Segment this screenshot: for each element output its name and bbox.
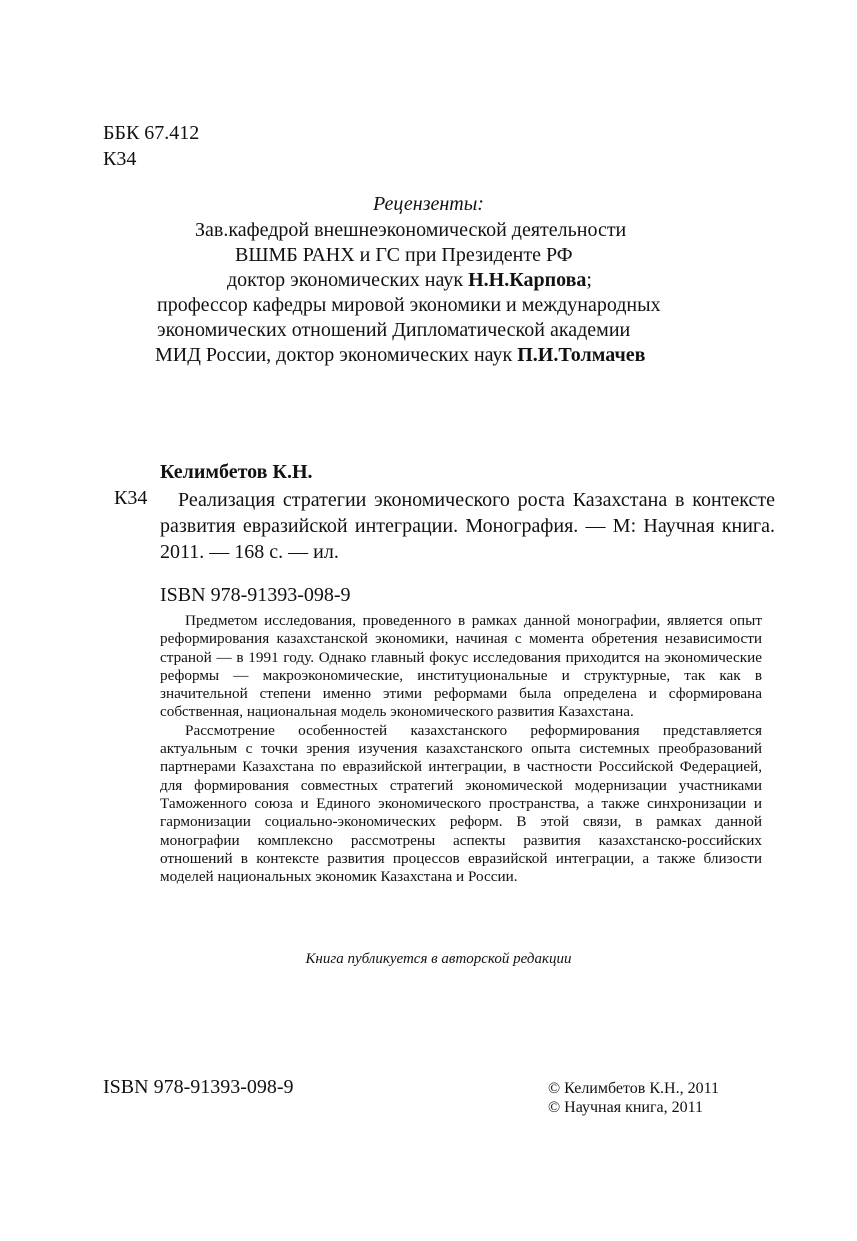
abstract-paragraph-2: Рассмотрение особенностей казахстанского реформирования представляется актуальным с точки зрения изучения казахстанского опыта системных преобразований партнерами Казахстана по евразийской интеграции, в частности Российской Федерацией, для формирования совместных стратегий экономической модернизации участниками Таможенного союза и Единого экономического пространства, а также синхронизации и гармонизации социально-экономических реформ. В этой связи, в рамках данной монографии комплексно рассмотрены аспекты развития казахстанско-российских отношений в контексте развития процессов евразийской интеграции, а также близости моделей национальных экономик Казахстана и России. [160, 721, 762, 886]
edition-note: Книга публикуется в авторской редакции [305, 951, 572, 967]
bib-isbn: ISBN 978-91393-098-9 [160, 584, 351, 606]
footer-isbn: ISBN 978-91393-098-9 [103, 1076, 294, 1098]
copyright-block [548, 1079, 719, 1117]
bib-description: Реализация стратегии экономического роста Казахстана в контексте развития евразийской интеграции. Монография. — М: Научная книга. 2011. — 168 с. — ил. [160, 489, 775, 563]
reviewer-1-punct: ; [586, 269, 592, 291]
reviewer-1-line-1: Зав.кафедрой внешнеэкономической деятельности [195, 219, 627, 241]
reviewer-2-degree: МИД России, доктор экономических наук [155, 344, 518, 366]
abstract [160, 612, 762, 886]
bbk-code: ББК 67.412 [103, 122, 200, 144]
bbk-index: К34 [103, 148, 137, 170]
reviewer-2-line-1: профессор кафедры мировой экономики и международных [157, 294, 661, 316]
bib-author: Келимбетов К.Н. [160, 461, 313, 483]
reviewer-2-line-2: экономических отношений Дипломатической академии [157, 319, 631, 341]
bib-index: К34 [114, 487, 148, 509]
reviewer-2-name: П.И.Толмачев [517, 344, 646, 366]
reviewer-1-name: Н.Н.Карпова [468, 269, 587, 291]
bbk-block [103, 120, 199, 172]
reviewer-1-line-2: ВШМБ РАНХ и ГС при Президенте РФ [235, 244, 573, 266]
reviewer-1-line-3 [227, 268, 592, 293]
copyright-publisher: © Научная книга, 2011 [548, 1099, 704, 1116]
abstract-paragraph-1: Предметом исследования, проведенного в рамках данной монографии, является опыт реформирования казахстанской экономики, начиная с момента обретения независимости страной — в 1991 году. Однако главный фокус исследования приходится на экономические реформы — макроэкономические, институциональные и структурные, так как в значительной степени именно этими реформами была определена и сформирована собственная, национальная модель экономического развития Казахстана. [160, 612, 762, 721]
reviewers-title: Рецензенты: [373, 193, 484, 215]
reviewer-2-line-3 [155, 343, 645, 368]
copyright-author: © Келимбетов К.Н., 2011 [548, 1080, 719, 1097]
reviewer-1-degree: доктор экономических наук [227, 269, 469, 291]
